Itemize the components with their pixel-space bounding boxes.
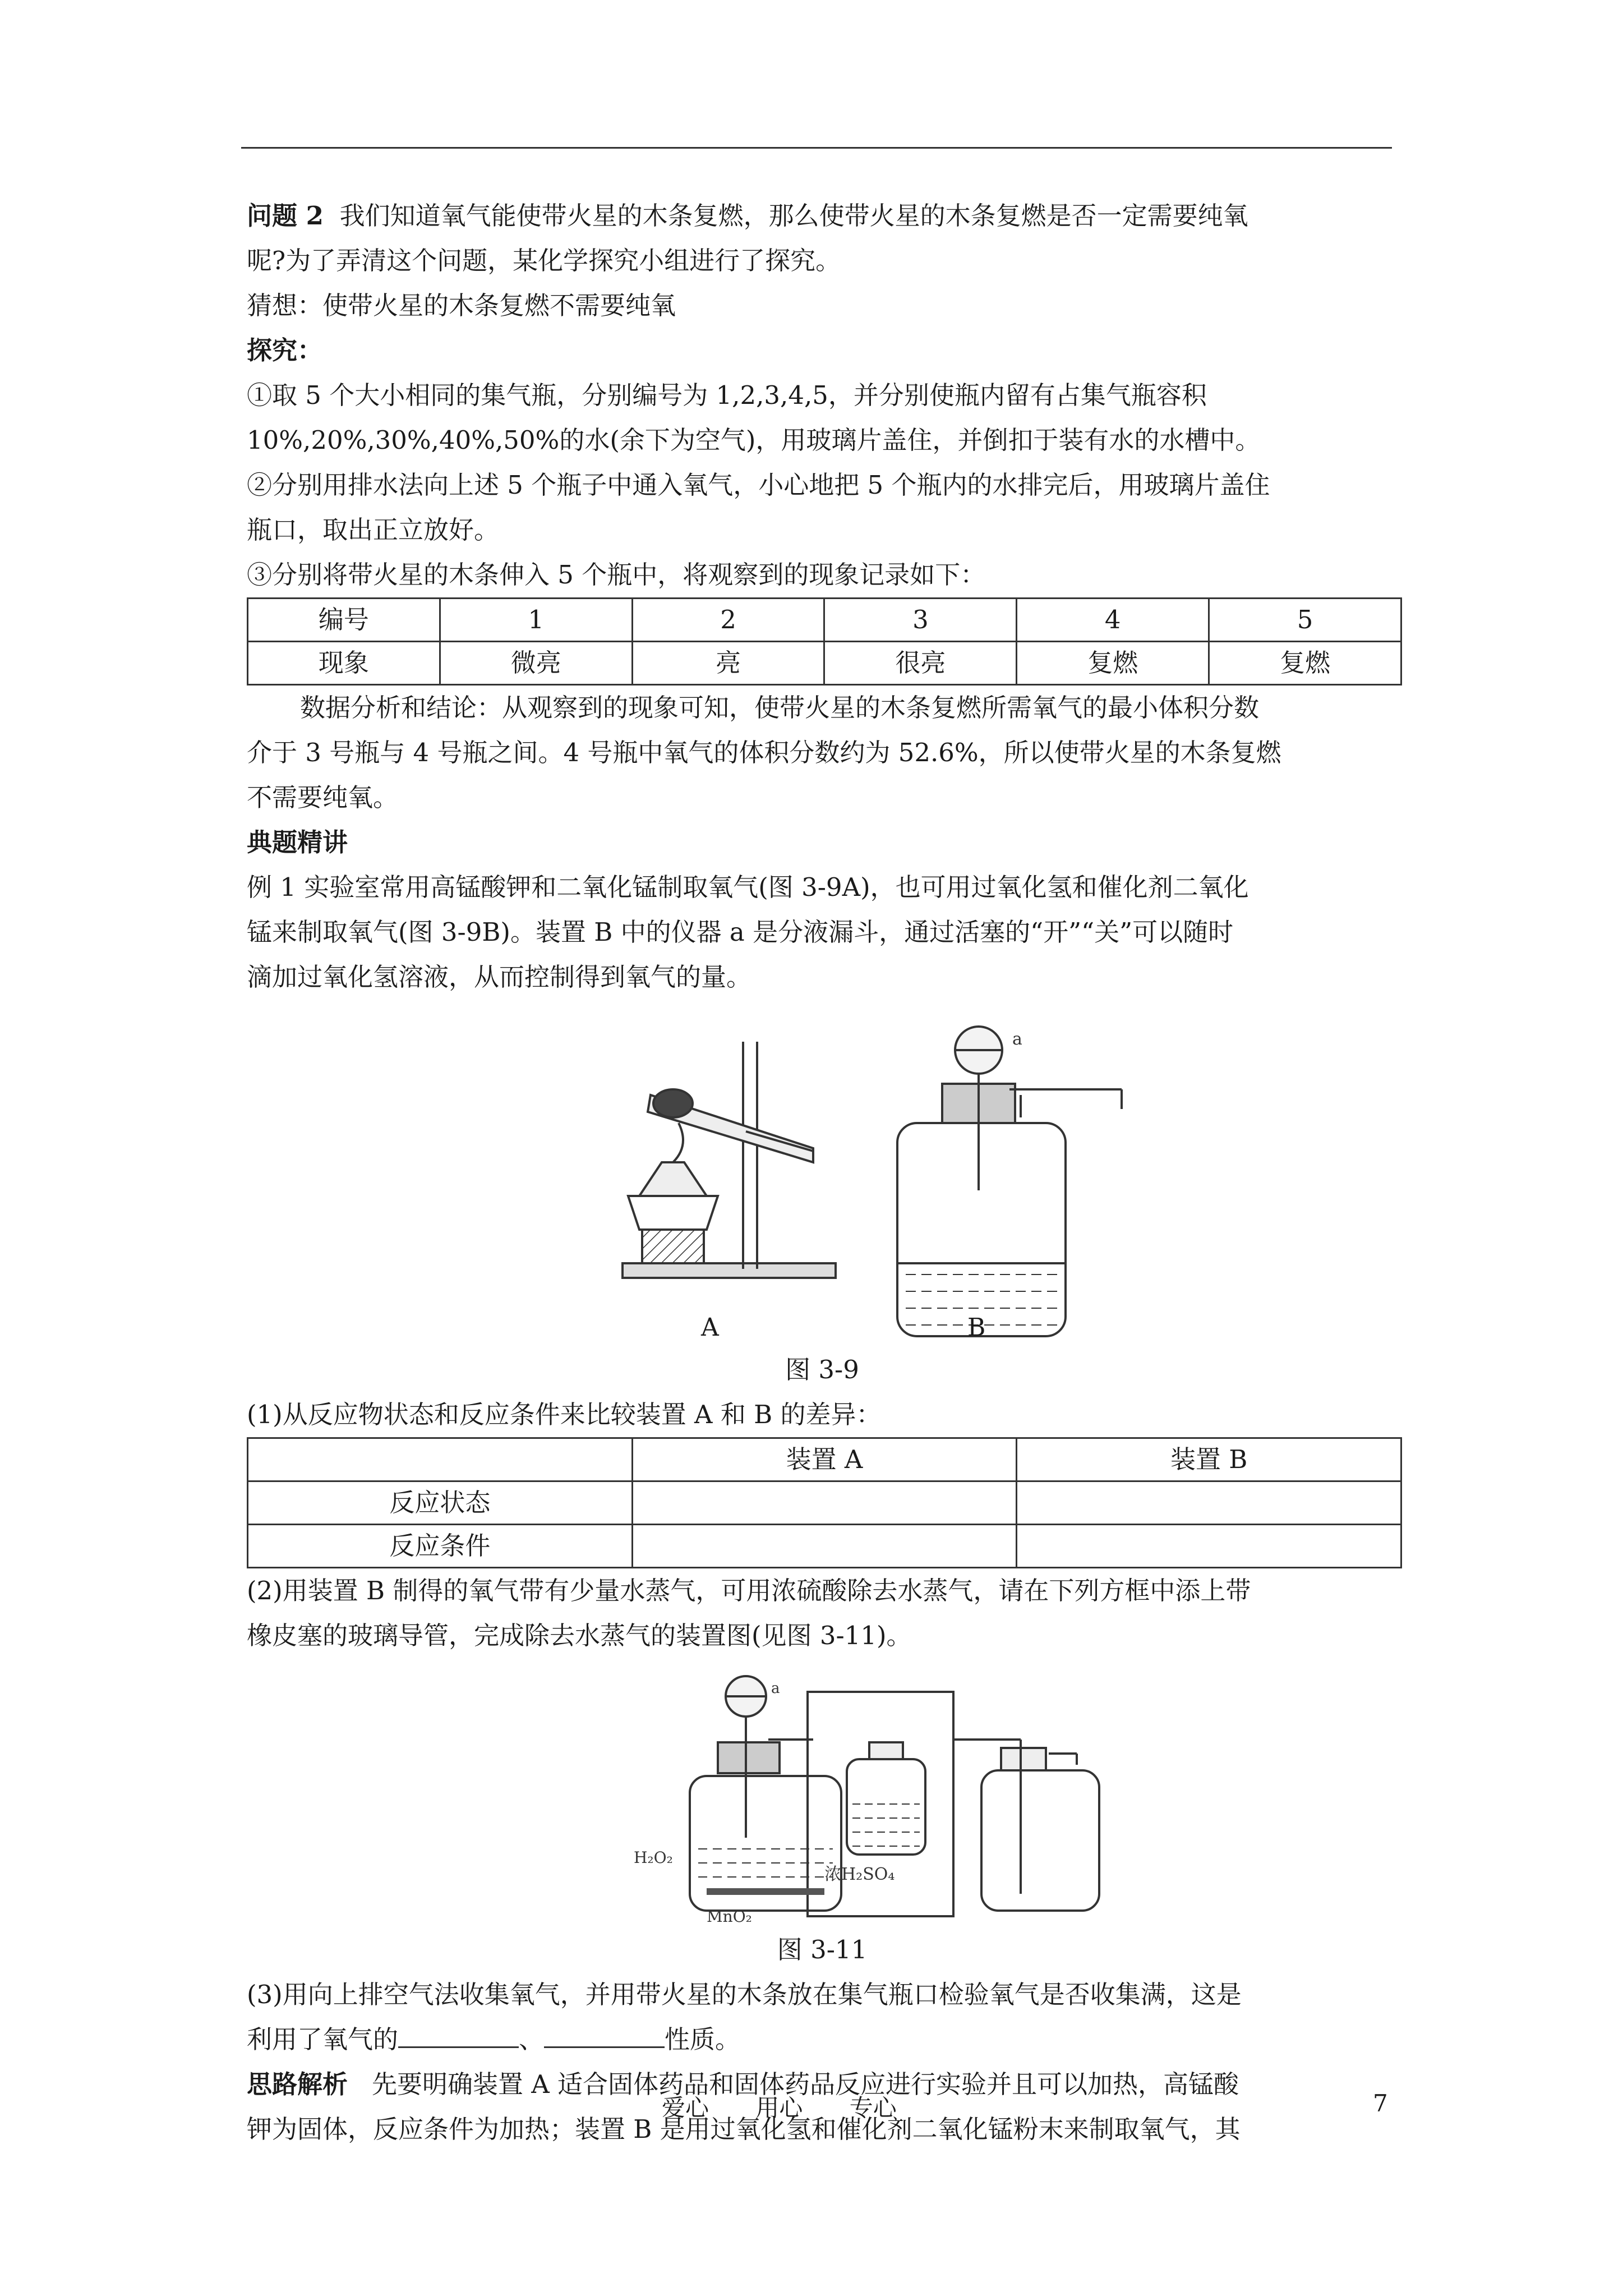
funnel-label-a: a <box>1012 1029 1022 1049</box>
step-3: ③分别将带火星的木条伸入 5 个瓶中，将观察到的现象记录如下： <box>247 560 986 590</box>
analysis-line-2: 介于 3 号瓶与 4 号瓶之间。4 号瓶中氧气的体积分数约为 52.6%，所以使带火星的木条复燃 <box>247 738 1281 767</box>
example-heading: 典题精讲 <box>247 827 348 857</box>
question-2b-line-1: (2)用装置 B 制得的氧气带有少量水蒸气，可用浓硫酸除去水蒸气，请在下列方框中添上带 <box>247 1576 1251 1605</box>
example-line-1: 例 1 实验室常用高锰酸钾和二氧化锰制取氧气(图 3-9A)，也可用过氧化氢和催化剂二氧化 <box>247 872 1249 902</box>
answer-blank[interactable] <box>544 2018 665 2048</box>
funnel-label-a: a <box>771 1680 780 1697</box>
question-3-line-1: (3)用向上排空气法收集氧气，并用带火星的木条放在集气瓶口检验氧气是否收集满，这是 <box>247 1980 1242 2009</box>
table-cell: 装置 A <box>632 1438 1017 1481</box>
step-2-line-1: ②分别用排水法向上述 5 个瓶子中通入氧气，小心地把 5 个瓶内的水排完后，用玻璃片盖住 <box>247 470 1270 500</box>
table-cell: 装置 B <box>1017 1438 1401 1481</box>
figure-3-9-caption: 图 3-9 <box>785 1355 859 1384</box>
analysis-line-3: 不需要纯氧。 <box>247 783 399 812</box>
figure-3-9-label-a: A <box>701 1313 719 1342</box>
table-cell: 很亮 <box>824 642 1017 685</box>
table-cell: 5 <box>1209 599 1401 642</box>
observation-table <box>247 597 1402 685</box>
footer-motto: 爱心 用心 专心 <box>662 2094 897 2122</box>
table-cell: 亮 <box>632 642 824 685</box>
table-cell: 微亮 <box>440 642 632 685</box>
table-cell: 4 <box>1017 599 1209 642</box>
analysis2-label: 思路解析 <box>247 2069 348 2099</box>
main-content <box>247 194 1398 2152</box>
question-3-line-2: 利用了氧气的 、 性质。 <box>247 2017 1398 2062</box>
question-2-line-2: 呢?为了弄清这个问题，某化学探究小组进行了探究。 <box>247 246 841 275</box>
h2o2-label: H₂O₂ <box>634 1848 673 1867</box>
table-row <box>248 1525 1401 1568</box>
table-cell <box>248 1438 633 1481</box>
header-rule <box>241 147 1392 149</box>
analysis-line-1: 数据分析和结论：从观察到的现象可知，使带火星的木条复燃所需氧气的最小体积分数 <box>300 693 1260 723</box>
table-cell: 复燃 <box>1209 642 1401 685</box>
figure-3-9-drawing <box>247 1011 1398 1347</box>
mno2-label: MnO₂ <box>707 1907 752 1926</box>
question-2b-line-2: 橡皮塞的玻璃导管，完成除去水蒸气的装置图(见图 3-11)。 <box>247 1621 912 1650</box>
answer-cell[interactable] <box>632 1481 1017 1525</box>
figure-3-11 <box>247 1669 1398 1927</box>
table-row <box>248 642 1401 685</box>
explore-heading: 探究： <box>247 335 323 365</box>
step-1-line-1: ①取 5 个大小相同的集气瓶，分别编号为 1,2,3,4,5，并分别使瓶内留有占集气瓶容积 <box>247 380 1207 410</box>
h2so4-label: 浓H₂SO₄ <box>824 1865 895 1884</box>
table-cell: 反应状态 <box>248 1481 633 1525</box>
analysis2-line-2: 钾为固体，反应条件为加热；装置 B 是用过氧化氢和催化剂二氧化锰粉末来制取氧气，其 <box>247 2114 1241 2144</box>
step-2-line-2: 瓶口，取出正立放好。 <box>247 515 500 545</box>
example-line-3: 滴加过氧化氢溶液，从而控制得到氧气的量。 <box>247 962 752 992</box>
figure-3-11-caption: 图 3-11 <box>777 1935 868 1964</box>
comparison-table <box>247 1437 1402 1568</box>
example-line-2: 锰来制取氧气(图 3-9B)。装置 B 中的仪器 a 是分液漏斗，通过活塞的“开”“关”可以随时 <box>247 917 1234 947</box>
analysis2-line-1: 思路解析 先要明确装置 A 适合固体药品和固体药品反应进行实验并且可以加热，高锰酸 <box>247 2069 1239 2099</box>
table-cell: 1 <box>440 599 632 642</box>
hypothesis: 猜想：使带火星的木条复燃不需要纯氧 <box>247 291 676 320</box>
table-cell: 编号 <box>248 599 440 642</box>
answer-cell[interactable] <box>1017 1481 1401 1525</box>
table-cell: 3 <box>824 599 1017 642</box>
figure-3-9-label-b: B <box>967 1313 986 1342</box>
table-cell: 2 <box>632 599 824 642</box>
step-1-line-2: 10%,20%,30%,40%,50%的水(余下为空气)，用玻璃片盖住，并倒扣于装有水的水槽中。 <box>247 425 1261 455</box>
table-cell: 反应条件 <box>248 1525 633 1568</box>
answer-blank[interactable] <box>398 2018 519 2048</box>
figure-3-11-drawing <box>247 1669 1398 1927</box>
answer-cell[interactable] <box>1017 1525 1401 1568</box>
table-row <box>248 1481 1401 1525</box>
question-2-line-1: 问题 2 我们知道氧气能使带火星的木条复燃，那么使带火星的木条复燃是否一定需要纯氧 <box>247 201 1248 231</box>
question-1-text: (1)从反应物状态和反应条件来比较装置 A 和 B 的差异： <box>247 1400 882 1429</box>
question-2-label: 问题 2 <box>247 201 324 231</box>
table-row <box>248 1438 1401 1481</box>
table-row <box>248 599 1401 642</box>
page-number: 7 <box>1373 2090 1388 2117</box>
table-cell: 复燃 <box>1017 642 1209 685</box>
answer-cell[interactable] <box>632 1525 1017 1568</box>
figure-3-9 <box>247 1011 1398 1347</box>
table-cell: 现象 <box>248 642 440 685</box>
